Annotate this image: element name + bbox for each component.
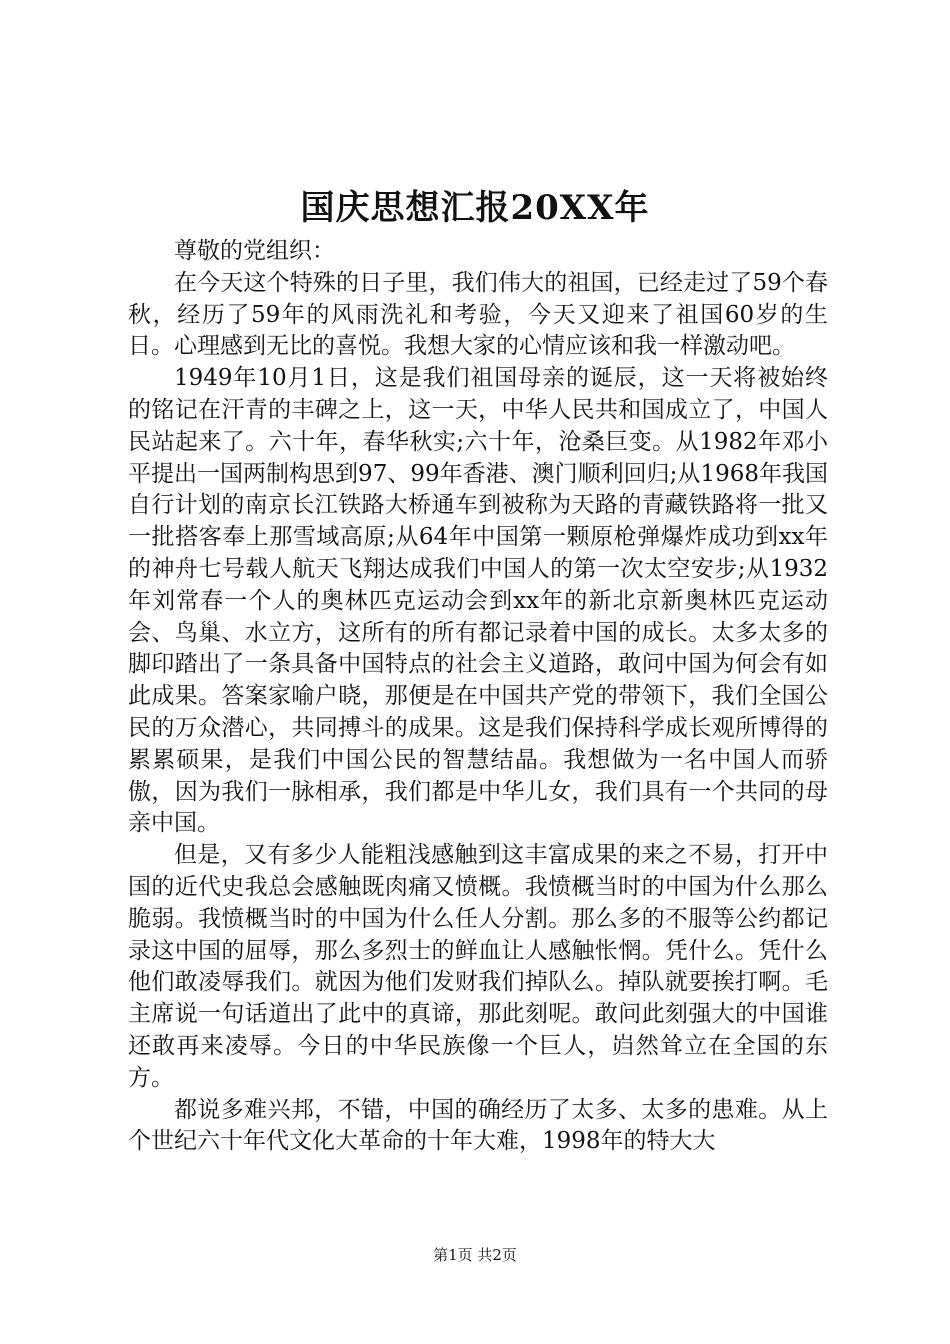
paragraph: 都说多难兴邦，不错，中国的确经历了太多、太多的患难。从上个世纪六十年代文化大革命的十年大难，1998年的特大大 xyxy=(128,1096,828,1155)
paragraph: 但是，又有多少人能粗浅感触到这丰富成果的来之不易，打开中国的近代史我总会感触既肉痛又愤概。我愤概当时的中国为什么那么脆弱。我愤概当时的中国为什么任人分割。那么多的不服等公约都记录这中国的屈辱，那么多烈士的鲜血让人感触怅惘。凭什么。凭什么他们敢凌辱我们。就因为他们发财我们掉队么。掉队就要挨打啊。毛主席说一句话道出了此中的真谛，那此刻呢。敢问此刻强大的中国谁还敢再来凌辱。今日的中华民族像一个巨人，岿然耸立在全国的东方。 xyxy=(128,842,828,1091)
paragraph: 1949年10月1日，这是我们祖国母亲的诞辰，这一天将被始终的铭记在汗青的丰碑之上，这一天，中华人民共和国成立了，中国人民站起来了。六十年，春华秋实;六十年，沧桑巨变。从1982年邓小平提出一国两制构思到97、99年香港、澳门顺利回归;从1968年我国自行计划的南京长江铁路大桥通车到被称为天路的青藏铁路将一批又一批搭客奉上那雪域高原;从64年中国第一颗原枪弹爆炸成功到xx年的神舟七号载人航天飞翔达成我们中国人的第一次太空安步;从1932年刘常春一个人的奥林匹克运动会到xx年的新北京新奥林匹克运动会、鸟巢、水立方，这所有的所有都记录着中国的成长。太多太多的脚印踏出了一条具备中国特点的社会主义道路，敢问中国为何会有如此成果。答案家喻户晓，那便是在中国共产党的带领下，我们全国公民的万众潜心，共同搏斗的成果。这是我们保持科学成长观所博得的累累硕果，是我们中国公民的智慧结晶。我想做为一名中国人而骄傲，因为我们一脉相承，我们都是中华儿女，我们具有一个共同的母亲中国。 xyxy=(128,365,828,837)
document-body xyxy=(128,236,828,1158)
document-title: 国庆思想汇报20XX年 xyxy=(300,188,650,228)
salutation: 尊敬的党组织： xyxy=(174,238,335,264)
page-footer: 第1页 共2页 xyxy=(433,1246,517,1264)
paragraph: 在今天这个特殊的日子里，我们伟大的祖国，已经走过了59个春秋，经历了59年的风雨洗礼和考验，今天又迎来了祖国60岁的生日。心理感到无比的喜悦。我想大家的心情应该和我一样激动吧。 xyxy=(128,269,828,360)
